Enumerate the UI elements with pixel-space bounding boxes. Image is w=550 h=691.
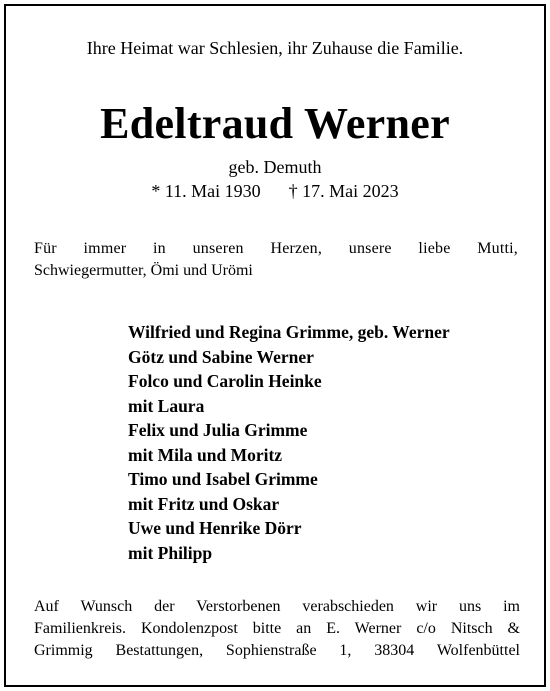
mourner-line: Timo und Isabel Grimme <box>128 469 318 489</box>
intro-text <box>34 238 518 282</box>
intro-line-1: Für immer in unseren Herzen, unsere liebe Mutti, <box>34 240 518 257</box>
mourner-line: mit Mila und Moritz <box>128 444 283 465</box>
birth-date: * 11. Mai 1930 <box>151 181 261 201</box>
deceased-name: Edeltraud Werner <box>100 99 450 148</box>
birth-name: geb. Demuth <box>228 157 322 177</box>
obituary-notice <box>4 4 546 687</box>
mourner-line: mit Philipp <box>128 542 213 563</box>
mourner-line: Felix und Julia Grimme <box>128 420 308 440</box>
mourner-line: mit Laura <box>128 395 205 416</box>
intro-line-2: Schwiegermutter, Ömi und Urömi <box>34 262 253 279</box>
life-dates <box>6 180 544 202</box>
footer-line-1: Auf Wunsch der Verstorbenen verabschieden wir uns im <box>34 598 520 615</box>
mourner-line: Folco und Carolin Heinke <box>128 371 322 391</box>
footer-line-3: Grimmig Bestattungen, Sophienstraße 1, 38304 Wolfenbüttel <box>34 642 520 659</box>
mourner-line: Uwe und Henrike Dörr <box>128 518 302 538</box>
mourner-line: Wilfried und Regina Grimme, geb. Werner <box>128 322 450 342</box>
mourner-line: mit Fritz und Oskar <box>128 493 280 514</box>
mourner-line: Götz und Sabine Werner <box>128 346 314 367</box>
footer-line-2: Familienkreis. Kondolenzpost bitte an E. Werner c/o Nitsch & <box>34 620 520 637</box>
death-date: † 17. Mai 2023 <box>288 181 399 201</box>
mourners-list <box>128 320 450 565</box>
footer-text <box>34 596 520 662</box>
motto-line: Ihre Heimat war Schlesien, ihr Zuhause die Familie. <box>86 38 464 58</box>
